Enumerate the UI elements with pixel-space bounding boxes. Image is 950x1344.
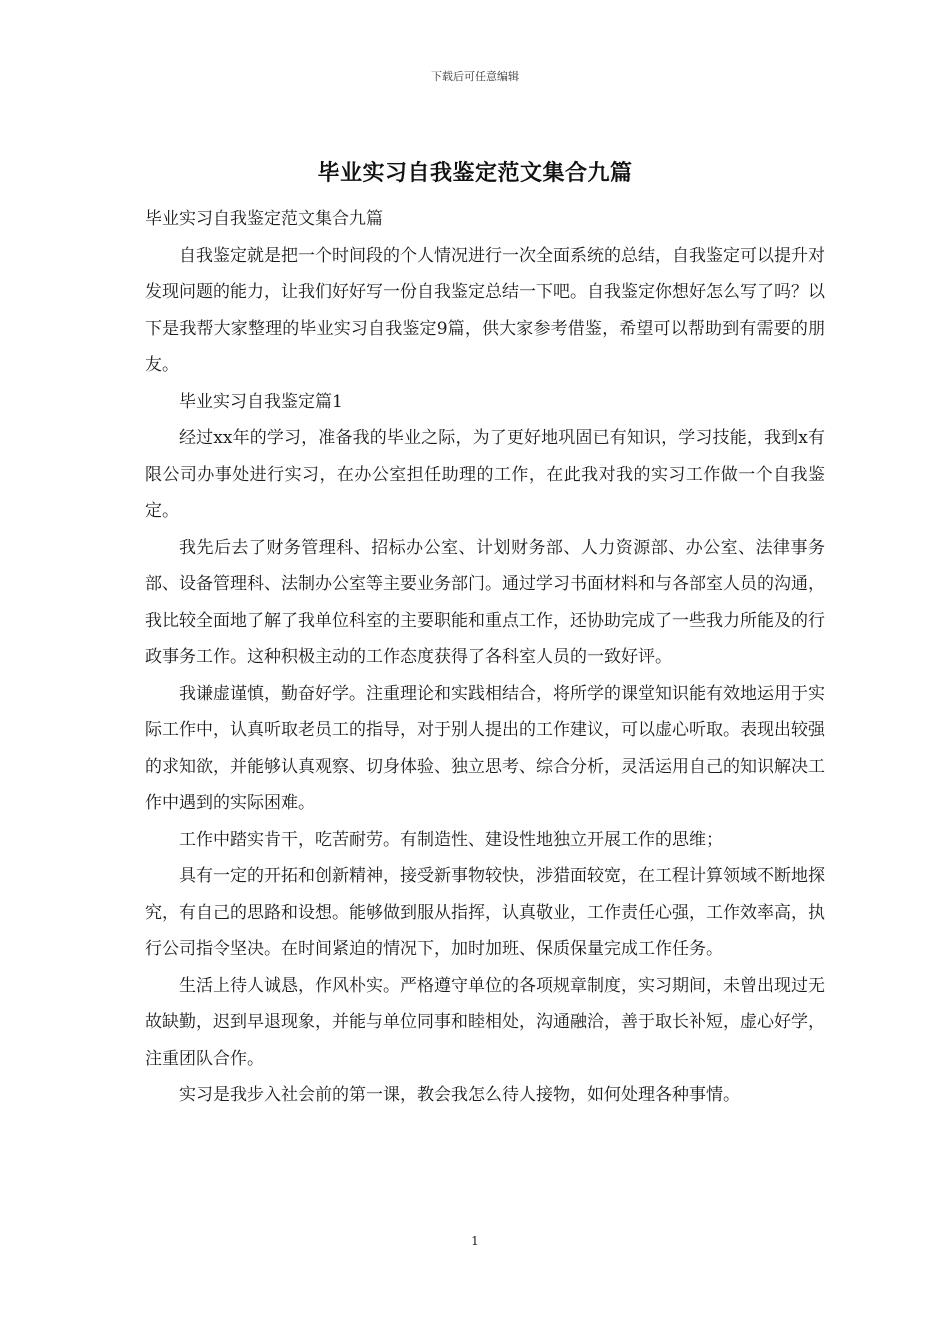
header-note: 下载后可任意编辑 [431, 70, 519, 83]
paragraph: 我先后去了财务管理科、招标办公室、计划财务部、人力资源部、办公室、法律事务部、设备管理科、法制办公室等主要业务部门。通过学习书面材料和与各部室人员的沟通，我比较全面地了解了我单位科室的主要职能和重点工作，还协助完成了一些我力所能及的行政事务工作。这种积极主动的工作态度获得了各科室人员的一致好评。 [145, 537, 825, 667]
paragraph: 工作中踏实肯干，吃苦耐劳。有制造性、建设性地独立开展工作的思维； [179, 829, 723, 850]
paragraph: 具有一定的开拓和创新精神，接受新事物较快，涉猎面较宽，在工程计算领域不断地探究，有自己的思路和设想。能够做到服从指挥，认真敬业，工作责任心强，工作效率高，执行公司指令坚决。在时间紧迫的情况下，加时加班、保质保量完成工作任务。 [145, 866, 825, 959]
document-subtitle: 毕业实习自我鉴定范文集合九篇 [145, 209, 383, 229]
paragraph: 实习是我步入社会前的第一课，教会我怎么待人接物，如何处理各种事情。 [179, 1085, 740, 1105]
paragraph: 我谦虚谨慎，勤奋好学。注重理论和实践相结合，将所学的课堂知识能有效地运用于实际工作中，认真听取老员工的指导，对于别人提出的工作建议，可以虚心听取。表现出较强的求知欲，并能够认真观察、切身体验、独立思考、综合分析，灵活运用自己的知识解决工作中遇到的实际困难。 [145, 683, 825, 813]
section-heading: 毕业实习自我鉴定篇1 [179, 391, 343, 412]
paragraph: 经过xx年的学习，准备我的毕业之际，为了更好地巩固已有知识，学习技能，我到x有限公司办事处进行实习，在办公室担任助理的工作，在此我对我的实习工作做一个自我鉴定。 [145, 428, 825, 521]
paragraph-intro: 自我鉴定就是把一个时间段的个人情况进行一次全面系统的总结，自我鉴定可以提升对发现问题的能力，让我们好好写一份自我鉴定总结一下吧。自我鉴定你想好怎么写了吗？以下是我帮大家整理的毕业实习自我鉴定9篇，供大家参考借鉴，希望可以帮助到有需要的朋友。 [145, 245, 825, 375]
document-title: 毕业实习自我鉴定范文集合九篇 [317, 160, 633, 186]
document-body [145, 201, 825, 1114]
page-number: 1 [471, 1234, 479, 1248]
paragraph: 生活上待人诚恳，作风朴实。严格遵守单位的各项规章制度，实习期间，未曾出现过无故缺勤，迟到早退现象，并能与单位同事和睦相处，沟通融洽，善于取长补短，虚心好学，注重团队合作。 [145, 975, 825, 1069]
